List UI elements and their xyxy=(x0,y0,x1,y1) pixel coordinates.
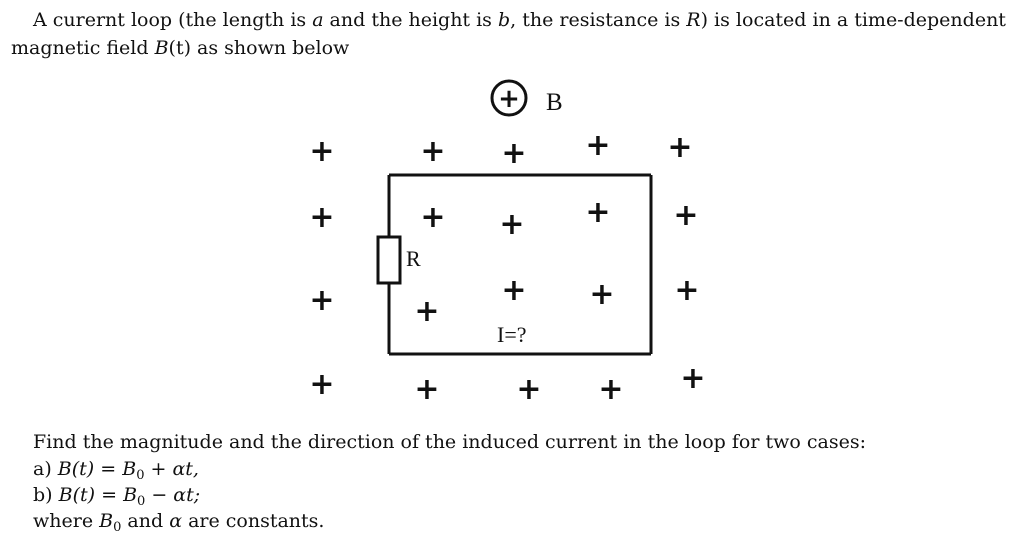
case-b: b) $B(t) = B_0 - \alpha t$; xyxy=(33,484,201,509)
field-label: B xyxy=(546,89,563,116)
field-plus-mark: + xyxy=(420,134,446,169)
field-plus-mark: + xyxy=(309,134,335,169)
field-plus-mark: + xyxy=(598,372,624,407)
field-plus-mark: + xyxy=(673,198,699,233)
where-line: where $B_0$ and α are constants. xyxy=(33,510,325,535)
field-plus-mark: + xyxy=(667,130,693,165)
current-label: I=? xyxy=(497,322,527,347)
var-a: a xyxy=(312,9,324,31)
field-plus-mark: + xyxy=(499,207,525,242)
field-plus-mark: + xyxy=(420,200,446,235)
var-b: b xyxy=(497,9,511,31)
field-plus-mark: + xyxy=(501,273,527,308)
question-text: Find the magnitude and the direction of the induced current in the loop for two cases: xyxy=(33,431,866,453)
field-plus-mark: + xyxy=(309,367,335,402)
var-R: R xyxy=(686,9,701,31)
field-plus-mark: + xyxy=(680,361,706,396)
field-plus-mark: + xyxy=(414,294,440,329)
field-plus-mark: + xyxy=(309,200,335,235)
svg-text:+: + xyxy=(498,84,520,114)
intro-line-2: magnetic field B(t) as shown below xyxy=(11,37,350,59)
field-direction-icon xyxy=(492,81,526,115)
field-plus-mark: + xyxy=(501,136,527,171)
field-plus-mark: + xyxy=(589,277,615,312)
field-plus-mark: + xyxy=(414,372,440,407)
field-plus-mark: + xyxy=(309,283,335,318)
resistor-label: R xyxy=(406,246,421,271)
field-plus-mark: + xyxy=(516,372,542,407)
resistor-icon xyxy=(378,237,400,283)
case-a: a) $B(t) = B_0 + \alpha t$, xyxy=(33,458,199,483)
field-plus-mark: + xyxy=(585,128,611,163)
field-marks xyxy=(309,128,705,407)
field-plus-mark: + xyxy=(585,195,611,230)
field-plus-mark: + xyxy=(674,273,700,308)
intro-line-1: A curernt loop (the length is a and the height is b, the resistance is R) is located in a time-dependent xyxy=(33,9,1006,31)
